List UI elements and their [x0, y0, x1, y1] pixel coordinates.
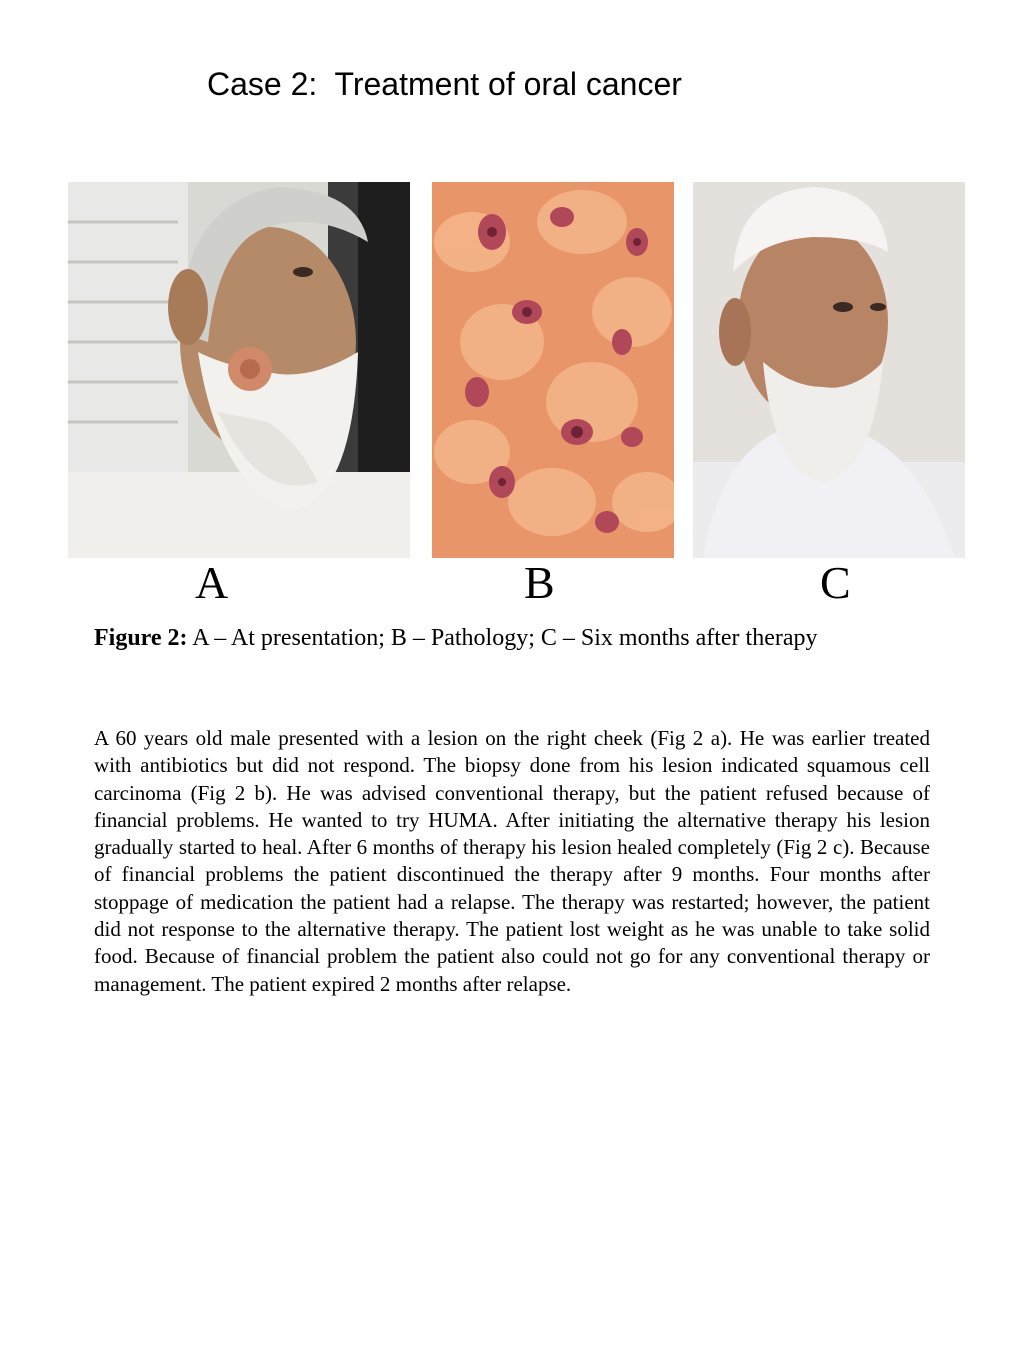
figure-photo-c: [693, 182, 965, 558]
panel-label-a: A: [195, 557, 229, 608]
case-description-paragraph: A 60 years old male presented with a lesion on the right cheek (Fig 2 a). He was earlier treated with antibiotics but did not respond. The biopsy done from his lesion indicated squamous cell carcinoma (Fig 2 b). He was advised conventional therapy, but the patient refused because of financial problems. He wanted to try HUMA. After initiating the alternative therapy his lesion gradually started to heal. After 6 months of therapy his lesion healed completely (Fig 2 c). Because of financial problems the patient discontinued the therapy after 9 months. Four months after stoppage of medication the patient had a relapse. The therapy was restarted; however, the patient did not response to the alternative therapy. The patient lost weight as he was unable to take solid food. Because of financial problem the patient also could not go for any conventional therapy or management. The patient expired 2 months after relapse.: [94, 726, 930, 996]
panel-label-c: C: [820, 557, 851, 608]
page-title: Case 2: Treatment of oral cancer: [207, 66, 682, 102]
figure-caption-text: A – At presentation; B – Pathology; C – Six months after therapy: [187, 625, 818, 651]
figure-photo-b: [432, 182, 674, 558]
figure-photo-a: [68, 182, 410, 558]
panel-label-b: B: [524, 557, 555, 608]
figure-caption: [94, 622, 818, 654]
figure-caption-prefix: Figure 2:: [94, 625, 188, 651]
